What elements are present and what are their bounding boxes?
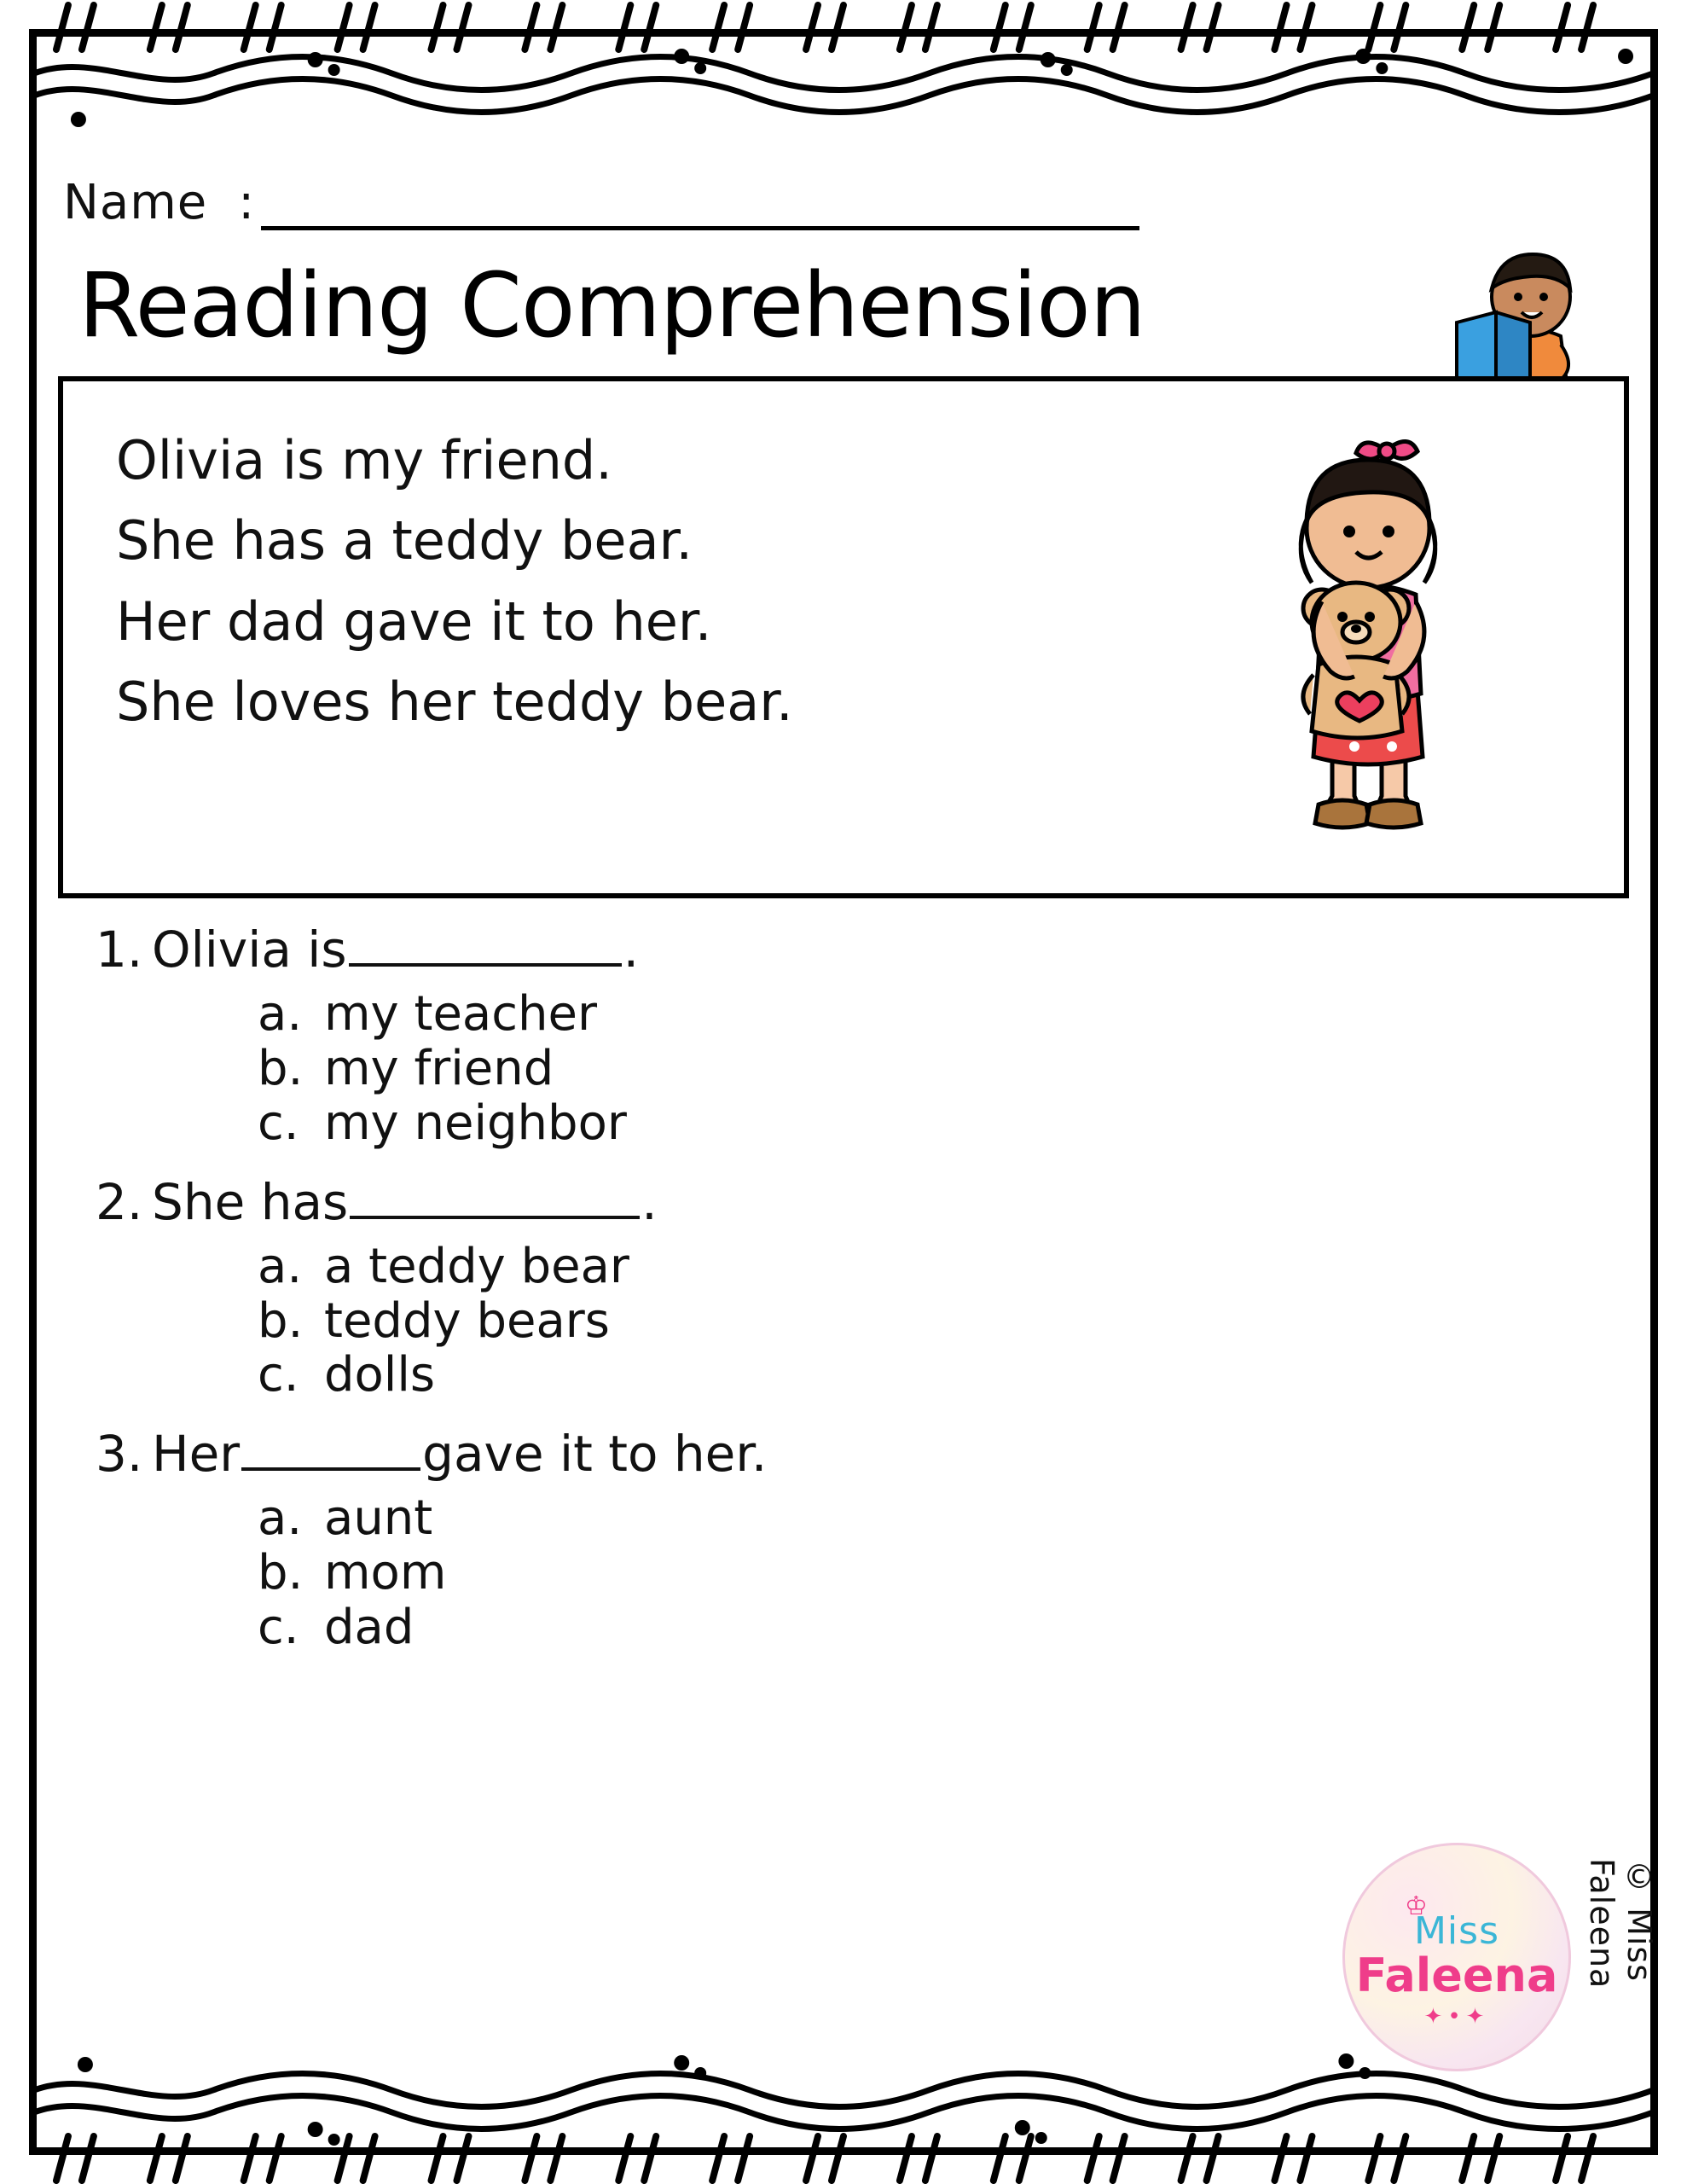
passage-box bbox=[58, 376, 1629, 898]
question-number: 2. bbox=[96, 1172, 143, 1231]
choice-letter: b. bbox=[258, 1041, 304, 1097]
choice-label: teddy bears bbox=[324, 1292, 610, 1349]
choice-letter: b. bbox=[258, 1292, 304, 1349]
choice-label: my teacher bbox=[324, 986, 597, 1043]
question-number: 3. bbox=[96, 1425, 143, 1484]
question-text-after: . bbox=[623, 921, 640, 979]
choice-letter: a. bbox=[258, 986, 303, 1043]
name-label: Name bbox=[63, 175, 208, 230]
copyright-text: © Miss Faleena bbox=[1583, 1858, 1658, 1989]
questions-list bbox=[73, 921, 1629, 1654]
passage-line: Olivia is my friend. bbox=[116, 429, 612, 492]
logo-flourish: ✦•✦ bbox=[1423, 2003, 1490, 2030]
choice-option[interactable] bbox=[258, 1042, 1629, 1096]
answer-blank[interactable] bbox=[241, 1438, 420, 1471]
passage-text bbox=[63, 381, 1122, 742]
choice-list bbox=[258, 1491, 1629, 1654]
question-text-before: Her bbox=[152, 1425, 241, 1484]
choice-list bbox=[258, 987, 1629, 1150]
choice-letter: c. bbox=[258, 1347, 299, 1403]
logo-line-1: Miss bbox=[1413, 1908, 1500, 1953]
choice-option[interactable] bbox=[258, 1491, 1629, 1546]
choice-letter: c. bbox=[258, 1095, 299, 1151]
worksheet-content bbox=[58, 154, 1629, 2030]
name-row bbox=[63, 154, 1629, 230]
choice-letter: a. bbox=[258, 1238, 303, 1294]
choice-option[interactable] bbox=[258, 1348, 1629, 1403]
choice-label: dad bbox=[324, 1599, 415, 1655]
choice-letter: b. bbox=[258, 1544, 304, 1600]
question-line bbox=[73, 1173, 1629, 1231]
logo-line-2: Faleena bbox=[1355, 1948, 1558, 2002]
choice-label: my friend bbox=[324, 1041, 554, 1097]
branding-block bbox=[1342, 1843, 1658, 2071]
choice-label: my neighbor bbox=[324, 1095, 627, 1151]
passage-line: She has a teddy bear. bbox=[116, 509, 693, 572]
question-text-after: gave it to her. bbox=[422, 1425, 768, 1484]
page-title: Reading Comprehension bbox=[78, 253, 1145, 357]
choice-option[interactable] bbox=[258, 1096, 1629, 1151]
crown-icon: ♔ bbox=[1405, 1891, 1428, 1921]
choice-list bbox=[258, 1240, 1629, 1403]
answer-blank[interactable] bbox=[350, 1187, 640, 1219]
miss-faleena-logo bbox=[1342, 1843, 1571, 2071]
choice-label: dolls bbox=[324, 1347, 436, 1403]
question-block bbox=[73, 1425, 1629, 1654]
answer-blank[interactable] bbox=[349, 934, 622, 967]
name-input-line[interactable] bbox=[261, 182, 1139, 230]
question-block bbox=[73, 1173, 1629, 1403]
question-block bbox=[73, 921, 1629, 1150]
name-colon: : bbox=[238, 175, 255, 230]
question-line bbox=[73, 921, 1629, 979]
question-text-after: . bbox=[641, 1172, 658, 1231]
question-line bbox=[73, 1425, 1629, 1483]
choice-label: mom bbox=[324, 1544, 447, 1600]
choice-letter: c. bbox=[258, 1599, 299, 1655]
choice-option[interactable] bbox=[258, 1240, 1629, 1294]
question-text-before: She has bbox=[152, 1172, 349, 1231]
passage-line: She loves her teddy bear. bbox=[116, 670, 793, 733]
choice-option[interactable] bbox=[258, 1546, 1629, 1600]
question-number: 1. bbox=[96, 921, 143, 979]
girl-holding-teddy-bear-icon bbox=[1240, 419, 1496, 863]
choice-option[interactable] bbox=[258, 1600, 1629, 1655]
choice-option[interactable] bbox=[258, 987, 1629, 1042]
choice-option[interactable] bbox=[258, 1294, 1629, 1349]
choice-label: a teddy bear bbox=[324, 1238, 629, 1294]
top-doodle-border bbox=[34, 0, 1653, 136]
choice-label: aunt bbox=[324, 1490, 433, 1547]
choice-letter: a. bbox=[258, 1490, 303, 1547]
passage-line: Her dad gave it to her. bbox=[116, 590, 712, 653]
question-text-before: Olivia is bbox=[152, 921, 347, 979]
